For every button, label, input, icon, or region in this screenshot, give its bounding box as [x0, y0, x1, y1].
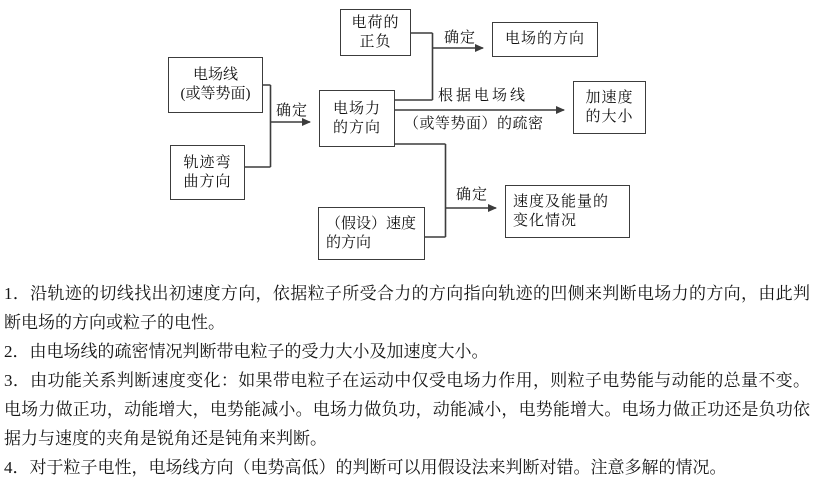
box-assumed-velocity-direction-line2: 的方向: [326, 234, 372, 251]
edge-label-determine-1: 确定: [276, 103, 309, 119]
box-charge-sign-line1: 电荷的: [351, 14, 400, 31]
box-acceleration-magnitude-line2: 的大小: [585, 108, 634, 125]
box-field-direction: [492, 22, 598, 57]
note-item-2: 2．由电场线的疏密情况判断带电粒子的受力大小及加速度大小。: [4, 342, 489, 361]
edge-label-determine-3: 确定: [456, 187, 489, 203]
study-notes: [4, 279, 810, 482]
box-velocity-energy-change-line1: 速度及能量的: [513, 193, 610, 210]
edge-label-according-field-lines: 根据电场线: [438, 88, 529, 104]
box-velocity-energy-change-line2: 变化情况: [513, 212, 578, 229]
note-item-4: 4．对于粒子电性，电场线方向（电势高低）的判断可以用假设法来判断对错。注意多解的情况。: [4, 458, 727, 477]
box-acceleration-magnitude-line1: 加速度: [585, 89, 634, 106]
box-charge-sign: [340, 9, 411, 56]
note-item-3: 3．由功能关系判断速度变化：如果带电粒子在运动中仅受电场力作用，则粒子电势能与动能的总量不变。电场力做正功，动能增大，电势能减小。电场力做负功，动能减小，电势能增大。电场力做正功还是负功依据力与速度的夹角是锐角还是钝角来判断。: [4, 371, 810, 448]
box-electric-force-direction-line2: 的方向: [332, 119, 381, 136]
box-acceleration-magnitude: [573, 81, 646, 134]
box-electric-force-direction-line1: 电场力: [332, 100, 381, 117]
edge-label-density: （或等势面）的疏密: [404, 116, 544, 132]
box-assumed-velocity-direction-line1: （假设）速度: [326, 215, 417, 232]
box-charge-sign-line2: 正负: [359, 33, 392, 50]
box-field-lines-line2: (或等势面): [180, 86, 251, 102]
box-trajectory-bend: [170, 145, 245, 200]
box-trajectory-bend-line1: 轨迹弯: [183, 154, 232, 171]
box-electric-force-direction: [319, 90, 395, 147]
box-trajectory-bend-line2: 曲方向: [183, 173, 232, 190]
note-item-1: 1．沿轨迹的切线找出初速度方向，依据粒子所受合力的方向指向轨迹的凹侧来判断电场力的方向，由此判断电场的方向或粒子的电性。: [4, 284, 810, 332]
box-field-lines: [168, 57, 263, 113]
box-field-direction-line1: 电场的方向: [504, 31, 585, 47]
box-field-lines-line1: 电场线: [192, 67, 238, 83]
box-velocity-energy-change: [505, 185, 630, 238]
edge-label-determine-2: 确定: [444, 30, 477, 46]
box-assumed-velocity-direction: [318, 207, 425, 260]
